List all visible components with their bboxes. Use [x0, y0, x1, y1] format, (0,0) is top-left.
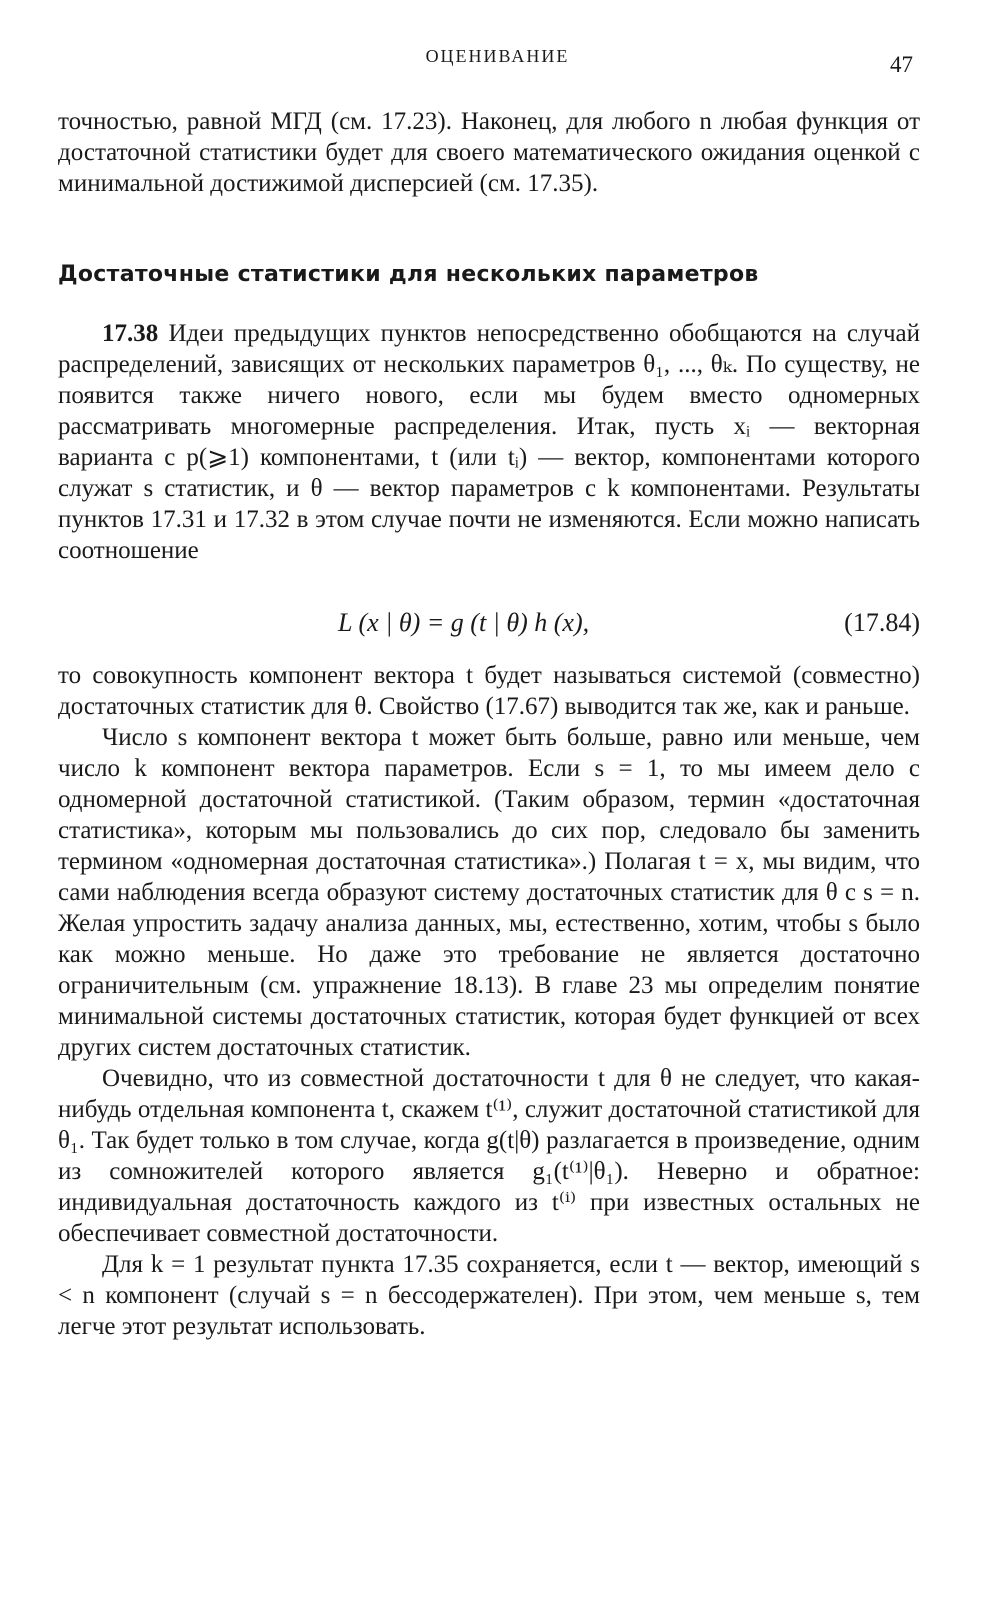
- paragraph-17-38-text: Идеи предыдущих пунктов непосредственно обобщаются на случай распределений, зависящих от нескольких параметров θ₁, ..., θₖ. По существу, не появится также ничего нового, если мы будем вместо одномерных рассматривать многомерные распределения. Итак, пусть xᵢ — векторная варианта с p(⩾1) компонентами, t (или tᵢ) — вектор, компонентами которого служат s статистик, и θ — вектор параметров с k компонентами. Результаты пунктов 17.31 и 17.32 в этом случае почти не изменяются. Если можно написать соотношение: [58, 320, 920, 564]
- equation-17-84: [58, 604, 920, 644]
- paragraph-number: 17.38: [102, 320, 159, 347]
- main-text-block: [58, 660, 920, 1342]
- paragraph-17-38: [58, 318, 920, 566]
- paragraph-joint-sufficiency: Очевидно, что из совместной достаточности t для θ не следует, что какая-нибудь отдельная компонента t, скажем t⁽¹⁾, служит достаточной статистикой для θ₁. Так будет только в том случае, когда g(t|θ) разлагается в произведение, одним из сомножителей которого является g₁(t⁽¹⁾|θ₁). Неверно и обратное: индивидуальная достаточность каждого из t⁽ⁱ⁾ при известных остальных не обеспечивает совместной достаточности.: [58, 1065, 920, 1247]
- intro-text: точностью, равной МГД (см. 17.23). Наконец, для любого n любая функция от достаточной статистики будет для своего математического ожидания оценкой с минимальной достижимой дисперсией (см. 17.35).: [58, 108, 920, 197]
- equation-formula: L (x | θ) = g (t | θ) h (x),: [338, 608, 590, 637]
- running-title: ОЦЕНИВАНИЕ: [425, 46, 570, 66]
- after-equation-text: то совокупность компонент вектора t будет называться системой (совместно) достаточных статистик для θ. Свойство (17.67) выводится так же, как и раньше.: [58, 662, 920, 720]
- paragraph-17-38-body: [58, 318, 920, 566]
- paragraph-k-equals-1: Для k = 1 результат пункта 17.35 сохраняется, если t — вектор, имеющий s < n компонент (случай s = n бессодержателен). При этом, чем меньше s, тем легче этот результат использовать.: [58, 1251, 920, 1340]
- equation-label: (17.84): [844, 608, 920, 637]
- intro-paragraph: [58, 106, 920, 199]
- paragraph-s-count: Число s компонент вектора t может быть больше, равно или меньше, чем число k компонент вектора параметров. Если s = 1, то мы имеем дело с одномерной достаточной статистикой. (Таким образом, термин «достаточная статистика», которым мы пользовались до сих пор, следовало бы заменить термином «одномерная достаточная статистика».) Полагая t = x, мы видим, что сами наблюдения всегда образуют систему достаточных статистик для θ с s = n. Желая упростить задачу анализа данных, мы, естественно, хотим, чтобы s было как можно меньше. Но даже это требование не является достаточно ограничительным (см. упражнение 18.13). В главе 23 мы определим понятие минимальной системы достаточных статистик, которая будет функцией от всех других систем достаточных статистик.: [58, 724, 920, 1061]
- page-number: 47: [890, 52, 913, 77]
- section-heading: Достаточные статистики для нескольких параметров: [58, 262, 759, 287]
